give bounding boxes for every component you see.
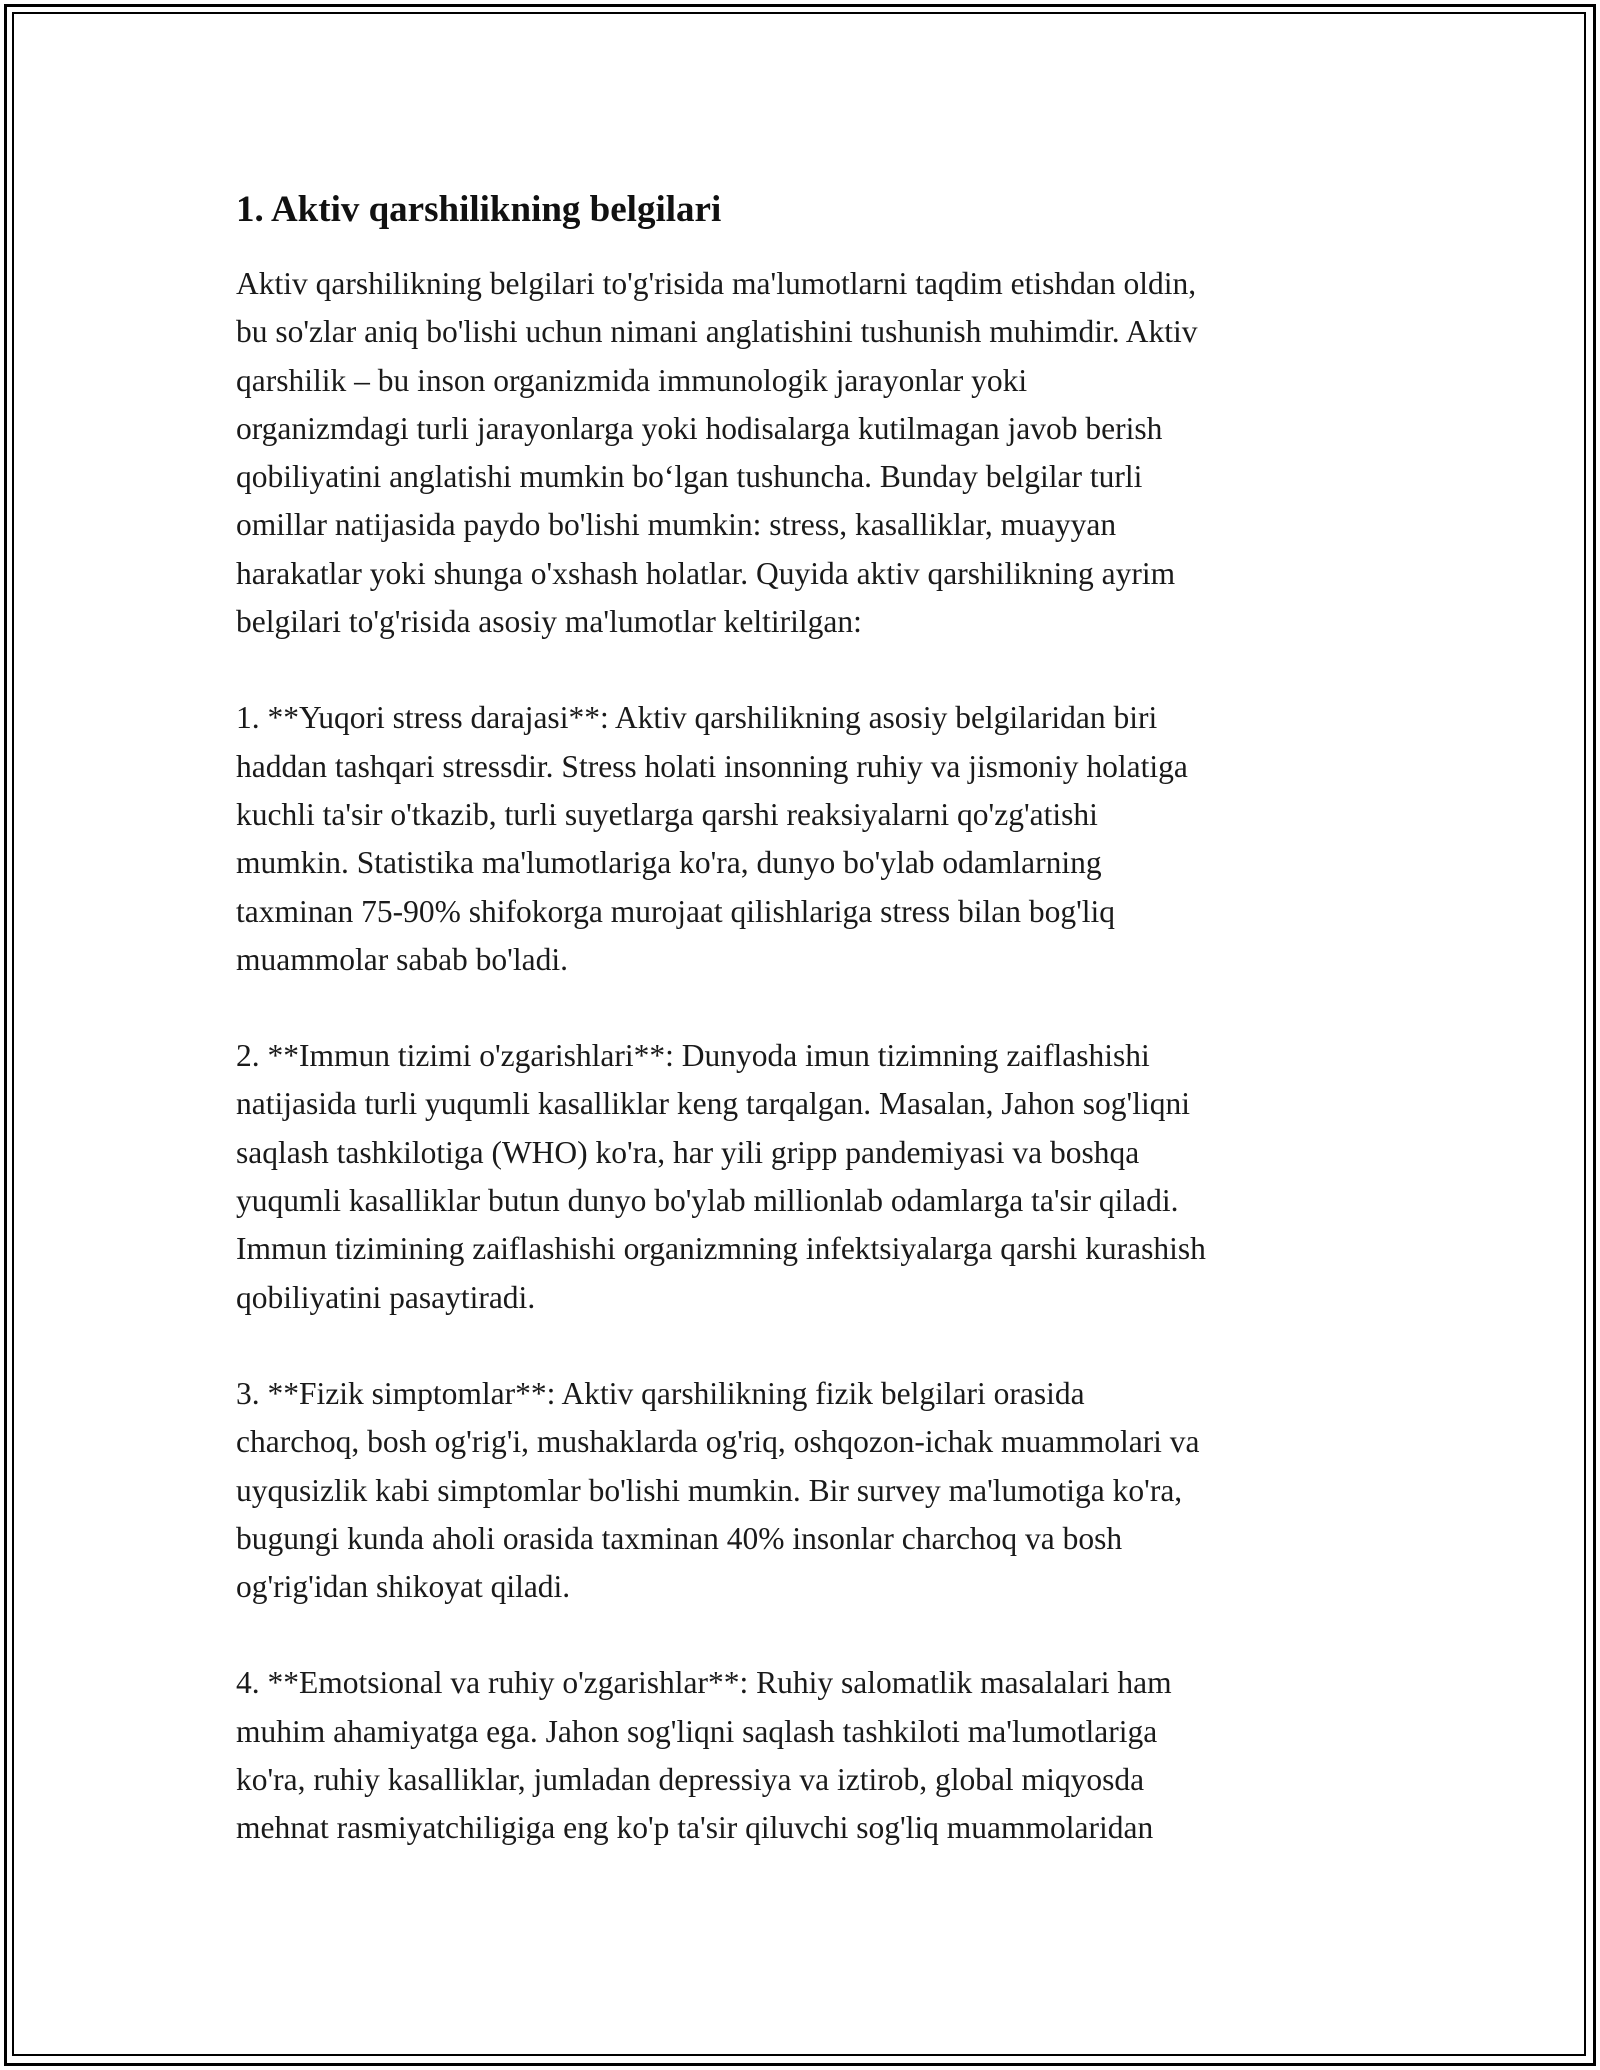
intro-paragraph: Aktiv qarshilikning belgilari to'g'risida ma'lumotlarni taqdim etishdan oldin, bu so'zlar aniq bo'lishi uchun nimani anglatishini tushunish muhimdir. Aktiv qarshilik – bu inson organizmida immunologik jarayonlar yoki organizmdagi turli jarayonlarga yoki hodisalarga kutilmagan javob berish qobiliyatini anglatishi mumkin boʻlgan tushuncha. Bunday belgilar turli omillar natijasida paydo bo'lishi mumkin: stress, kasalliklar, muayyan harakatlar yoki shunga o'xshash holatlar. Quyida aktiv qarshilikning ayrim belgilari to'g'risida asosiy ma'lumotlar keltirilgan: — [236, 266, 1198, 640]
paragraph-physical: 3. **Fizik simptomlar**: Aktiv qarshilikning fizik belgilari orasida charchoq, bosh og'rig'i, mushaklarda og'riq, oshqozon-ichak muammolari va uyqusizlik kabi simptomlar bo'lishi mumkin. Bir survey ma'lumotiga ko'ra, bugungi kunda aholi orasida taxminan 40% insonlar charchoq va bosh og'rig'idan shikoyat qiladi. — [236, 1375, 1200, 1605]
section-heading: 1. Aktiv qarshilikning belgilari — [236, 189, 722, 230]
paragraph-emotional: 4. **Emotsional va ruhiy o'zgarishlar**: Ruhiy salomatlik masalalari ham muhim ahamiyatga ega. Jahon sog'liqni saqlash tashkiloti ma'lumotlariga ko'ra, ruhiy kasalliklar, jumladan depressiya va iztirob, global miqyosda mehnat rasmiyatchiligiga eng ko'p ta'sir qiluvchi sog'liq muammolaridan — [236, 1665, 1172, 1846]
document-body — [236, 186, 1386, 1901]
paragraph-immune: 2. **Immun tizimi o'zgarishlari**: Dunyoda imun tizimning zaiflashishi natijasida turli yuqumli kasalliklar keng tarqalgan. Masalan, Jahon sog'liqni saqlash tashkilotiga (WHO) ko'ra, har yili gripp pandemiyasi va boshqa yuqumli kasalliklar butun dunyo bo'ylab millionlab odamlarga ta'sir qiladi. Immun tizimining zaiflashishi organizmning infektsiyalarga qarshi kurashish qobiliyatini pasaytiradi. — [236, 1038, 1206, 1315]
paragraph-stress: 1. **Yuqori stress darajasi**: Aktiv qarshilikning asosiy belgilaridan biri haddan tashqari stressdir. Stress holati insonning ruhiy va jismoniy holatiga kuchli ta'sir o'tkazib, turli suyetlarga qarshi reaksiyalarni qo'zg'atishi mumkin. Statistika ma'lumotlariga ko'ra, dunyo bo'ylab odamlarning taxminan 75-90% shifokorga murojaat qilishlariga stress bilan bog'liq muammolar sabab bo'ladi. — [236, 700, 1188, 977]
